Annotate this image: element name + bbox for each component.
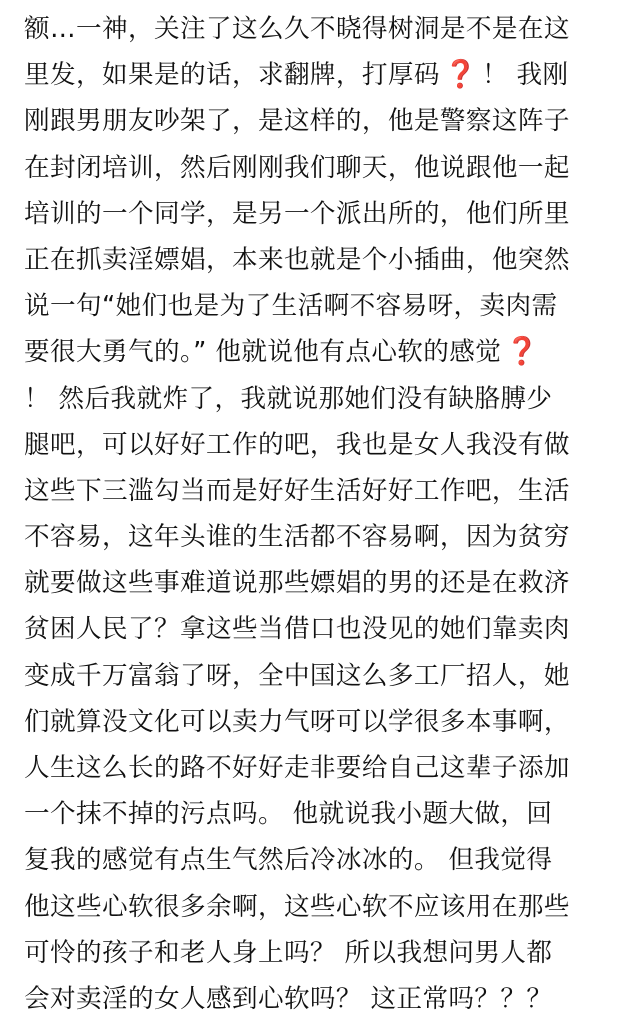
text-line bbox=[24, 329, 620, 375]
text-line bbox=[24, 606, 620, 652]
text-line bbox=[24, 283, 620, 329]
text-line bbox=[24, 745, 620, 791]
line-text: 刚跟男朋友吵架了，是这样的，他是警察这阵子 bbox=[24, 106, 570, 137]
text-line bbox=[24, 191, 620, 237]
text-line bbox=[24, 6, 620, 52]
line-text: 在封闭培训，然后刚刚我们聊天，他说跟他一起 bbox=[24, 152, 570, 183]
text-line bbox=[24, 930, 620, 976]
line-text: 额…一神，关注了这么久不晓得树洞是不是在这 bbox=[24, 14, 570, 44]
text-line bbox=[24, 376, 620, 422]
text-line bbox=[24, 237, 620, 283]
text-line bbox=[24, 52, 620, 98]
line-text: 人生这么长的路不好好走非要给自己这辈子添加 bbox=[24, 753, 570, 783]
line-text: 腿吧，可以好好工作的吧，我也是女人我没有做 bbox=[24, 429, 570, 460]
text-line bbox=[24, 98, 620, 144]
post-body bbox=[24, 6, 620, 1022]
line-text: 不容易，这年头谁的生活都不容易啊，因为贫穷 bbox=[24, 522, 570, 553]
red-question-mark-icon: ❓ bbox=[443, 59, 478, 91]
text-line bbox=[24, 653, 620, 699]
line-text: 一个抹不掉的污点吗。 他就说我小题大做，回 bbox=[24, 799, 553, 830]
text-line bbox=[24, 837, 620, 883]
line-text: 就要做这些事难道说那些嫖娼的男的还是在救济 bbox=[24, 568, 570, 599]
line-text: 这些下三滥勾当而是好好生活好好工作吧，生活 bbox=[24, 475, 570, 506]
line-text: 培训的一个同学，是另一个派出所的，他们所里 bbox=[24, 198, 570, 229]
text-line bbox=[24, 145, 620, 191]
line-text: 们就算没文化可以卖力气呀可以学很多本事啊， bbox=[24, 706, 570, 737]
line-text: 可怜的孩子和老人身上吗？ 所以我想问男人都 bbox=[24, 937, 553, 968]
line-text: 变成千万富翁了呀，全中国这么多工厂招人，她 bbox=[24, 660, 570, 691]
text-line bbox=[24, 468, 620, 514]
red-question-mark-icon: ❓ bbox=[505, 336, 540, 368]
line-text: 他这些心软很多余啊，这些心软不应该用在那些 bbox=[24, 891, 570, 922]
line-text: 正在抓卖淫嫖娼，本来也就是个小插曲，他突然 bbox=[24, 244, 570, 275]
line-text: 说一句“她们也是为了生活啊不容易呀，卖肉需 bbox=[24, 291, 558, 322]
line-text: 复我的感觉有点生气然后冷冰冰的。 但我觉得 bbox=[24, 845, 553, 876]
text-line bbox=[24, 884, 620, 930]
line-text: ！ 然后我就炸了，我就说那她们没有缺胳膊少 bbox=[24, 383, 553, 414]
line-text: 里发，如果是的话，求翻牌，打厚码 bbox=[24, 60, 440, 91]
text-line bbox=[24, 514, 620, 560]
text-line bbox=[24, 976, 620, 1022]
line-text: 要很大勇气的。” 他就说他有点心软的感觉 bbox=[24, 337, 502, 368]
text-line bbox=[24, 699, 620, 745]
line-text: 贫困人民了？拿这些当借口也没见的她们靠卖肉 bbox=[24, 614, 570, 645]
line-text-after: ！ 我刚 bbox=[481, 60, 569, 91]
text-line bbox=[24, 422, 620, 468]
text-line bbox=[24, 560, 620, 606]
line-text: 会对卖淫的女人感到心软吗？ 这正常吗？？？ bbox=[24, 983, 553, 1014]
text-line bbox=[24, 791, 620, 837]
